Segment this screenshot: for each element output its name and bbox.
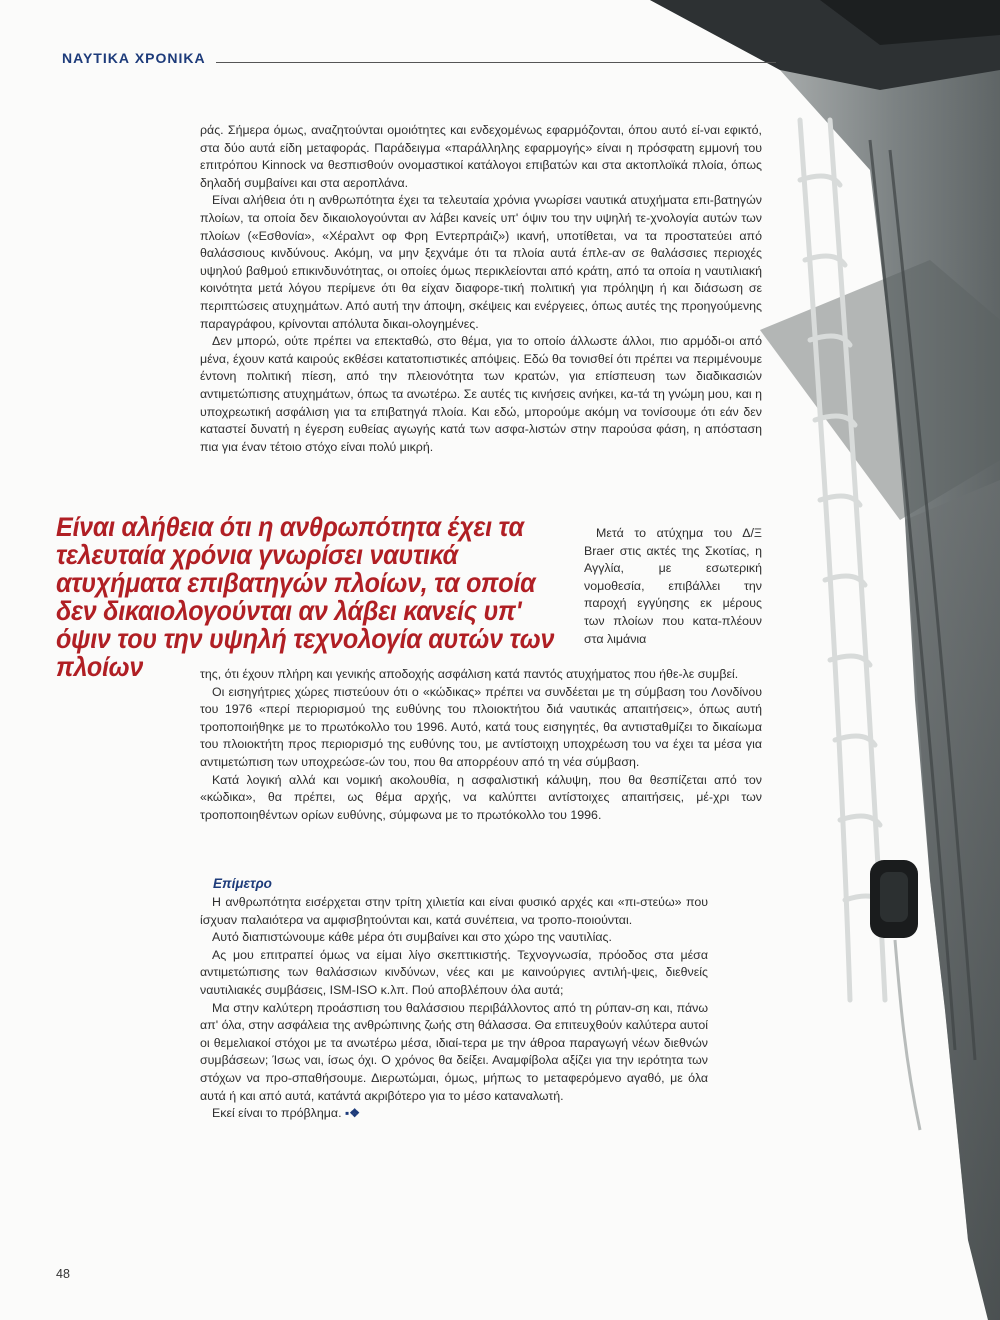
section-header-label: ΝΑΥΤΙΚΑ ΧΡΟΝΙΚΑ xyxy=(62,50,206,66)
side-text-block xyxy=(584,525,762,648)
bottom-text-block xyxy=(200,894,708,1123)
end-mark-icon: ▪❖ xyxy=(344,1106,360,1121)
top-text-block xyxy=(200,122,762,456)
header-rule xyxy=(216,62,776,63)
paragraph xyxy=(200,1105,708,1123)
paragraph: Μετά το ατύχημα του Δ/Ξ Braer στις ακτές της Σκοτίας, η Αγγλία, με εσωτερική νομοθεσία, επιβάλλει την παροχή εγγύησης εκ μέρους των πλοίων που κατα-πλέουν στα λιμάνια xyxy=(584,526,762,646)
pull-quote: Είναι αλήθεια ότι η ανθρωπότητα έχει τα τελευταία χρόνια γνωρίσει ναυτικά ατυχήματα επιβατηγών πλοίων, τα οποία δεν δικαιολογούνται αν λάβει κανείς υπ' όψιν του την υψηλή τεχνολογία αυτών των πλοίων xyxy=(56,512,555,682)
paragraph: Κατά λογική αλλά και νομική ακολουθία, η ασφαλιστική κάλυψη, που θα θεσπίζεται από τον «κώδικα», θα πρέπει, ως θέμα αρχής, να καλύπτει αντίστοιχες απαιτήσεις, μέ-χρι των τροποποιηθέντων ορίων ευθύνης, σύμφωνα με το πρωτόκολλο του 1996. xyxy=(200,772,762,822)
paragraph: της, ότι έχουν πλήρη και γενικής αποδοχής ασφάλιση κατά παντός ατυχήματος που ήθε-λε συμβεί. xyxy=(200,667,739,681)
paragraph: Οι εισηγήτριες χώρες πιστεύουν ότι ο «κώδικας» πρέπει να συνδέεται με τη σύμβαση του Λονδίνου του 1976 «περί περιορισμού της ευθύνης του πλοιοκτήτου διά ναυτικάς απαιτήσεις», όπως αυτή τροποποιήθηκε με το πρωτόκολλο του 1996. Αυτό, κατά τους εισηγητές, θα αντισταθμίζει το δικαίωμα του πλοιοκτήτη προς περιορισμό της ευθύνης του, με αντίστοιχη υποχρέωση του να έχει τα μέσα για αντιμετώπιση των υποχρεώσε-ών του, που θα απορρέουν από τη νέα σύμβαση. xyxy=(200,684,762,769)
middle-text-block xyxy=(200,666,762,824)
paragraph: Η ανθρωπότητα εισέρχεται στην τρίτη χιλιετία και είναι φυσικό αρχές και «πι-στεύω» που ίσχυαν παλαιότερα να αμφισβητούνται και, κατά συνέπεια, να τροπο-ποιούνται. xyxy=(200,895,708,927)
closing-sentence: Εκεί είναι το πρόβλημα. xyxy=(212,1106,342,1121)
paragraph: Είναι αλήθεια ότι η ανθρωπότητα έχει τα τελευταία χρόνια γνωρίσει ναυτικά ατυχήματα επι-βατηγών πλοίων, τα οποία δεν δικαιολογούνται αν λάβει κανείς υπ' όψιν του την υψηλή τε-χνολογία αυτών των πλοίων («Εσθονία», «Χέραλντ οφ Φρη Εντερπράιζ») ικανή, υποτίθεται, να τα προστατεύει από θαλάσσιους κινδύνους. Ακόμη, να μην ξεχνάμε ότι τα πλοία αυτά έπλε-αν σε θαλάσσιες περιοχές υψηλού βαθμού επικινδυνότητας, οι οποίες όμως περικλείονται από κράτη, από τα οποία η ναυτιλιακή κοινότητα μετά λόγου περίμενε ότι θα είχαν διαφορε-τική πολιτική για πρόληψη ή και διάσωση σε περιπτώσεις ατυχημάτων. Από αυτή την άποψη, σκέψεις και ενέργειες, όπως αυτές της προηγούμενης παραγράφου, κρίνονται απόλυτα δικαι-ολογημένες. xyxy=(200,193,762,331)
paragraph: Δεν μπορώ, ούτε πρέπει να επεκταθώ, στο θέμα, για το οποίο άλλωστε άλλοι, πιο αρμόδι-οι από μένα, έχουν κατά καιρούς εκθέσει κατατοπιστικές απόψεις. Εδώ θα τονισθεί ότι πρέπει να περιμένουμε έντονη πολιτική πίεση, από την πλειονότητα των κρατών, για επίσπευση των διαδικασιών αντιμετώπισης ατυχημάτων, όπως τα ανωτέρω. Σε αυτές τις κινήσεις ανήκει, κα-τά τη γνώμη μου, και η υποχρεωτική ασφάλιση για τα επιβατηγά πλοία. Και εδώ, μπορούμε ακόμη να τονίσουμε ότι εάν δεν καταστεί δυνατή η έγερση ευθείας αγωγής κατά των ασφα-λιστών στην παρούσα φάση, η απόσταση πια για έναν τέτοιο στόχο είναι πολύ μικρή. xyxy=(200,334,762,454)
paragraph: ράς. Σήμερα όμως, αναζητούνται ομοιότητες και ενδεχομένως εφαρμόζονται, όπου αυτό εί-ναι εφικτό, στα δύο αυτά είδη μεταφοράς. Παράδειγμα «παράλληλης εφαρμογής» είναι η πρόσφατη εμμονή του επιτρόπου Kinnock να θεσπισθούν ονομαστικοί κατάλογοι επιβατών και στα ακτοπλοϊκά πλοία, όπως δηλαδή συμβαίνει και στα αεροπλάνα. xyxy=(200,123,762,190)
page-number: 48 xyxy=(56,1267,70,1281)
section-heading: Επίμετρο xyxy=(213,876,272,891)
paragraph: Ας μου επιτραπεί όμως να είμαι λίγο σκεπτικιστής. Τεχνογνωσία, πρόοδος στα μέσα αντιμετώπισης των θαλάσσιων κινδύνων, νέες και με καινούργιες αντιλή-ψεις, διεθνείς ναυτιλιακές συμβάσεις, ISM-ISO κ.λπ. Πού αποβλέπουν όλα αυτά; xyxy=(200,947,708,997)
paragraph: Μα στην καλύτερη προάσπιση του θαλάσσιου περιβάλλοντος από τη ρύπαν-ση και, πάνω απ' όλα, στην ασφάλεια της ανθρώπινης ζωής στη θάλασσα. Θα επιτευχθούν καλύτερα αυτοί οι θεμελιακοί στόχοι με τα ανωτέρω μέσα, ιδιαί-τερα με την άθρoα παραγωγή νέων διεθνών συμβάσεων; Ίσως ναι, ίσως όχι. Ο χρόνος θα δείξει. Αναμφίβολα αξίζει για την ιερότητα των στόχων να προ-σπαθήσουμε. Διερωτώμαι, όμως, μήπως το μεταφερόμενο αγαθό, με όλα αυτά ή και από αυτά, κατάντά ακριβότερο για το μέσο καταναλωτή. xyxy=(200,1000,708,1103)
paragraph: Αυτό διαπιστώνουμε κάθε μέρα ότι συμβαίνει και στο χώρο της ναυτιλίας. xyxy=(212,930,612,945)
